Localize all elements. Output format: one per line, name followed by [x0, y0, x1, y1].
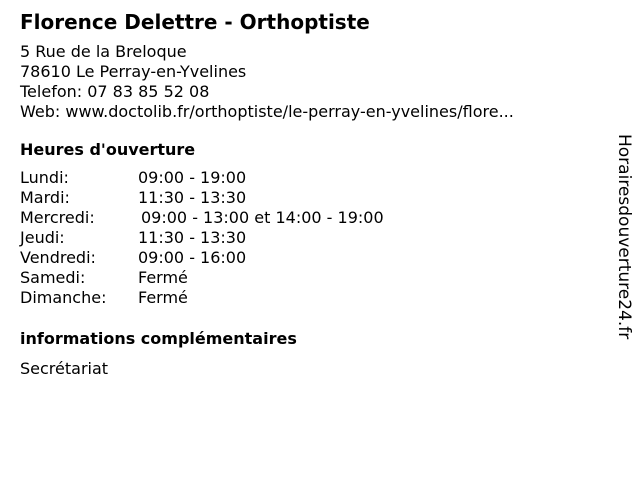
- day-hours: Fermé: [138, 288, 188, 307]
- day-hours: 09:00 - 19:00: [138, 168, 247, 187]
- address-block: [20, 42, 605, 122]
- street-address: 5 Rue de la Breloque: [20, 42, 187, 61]
- additional-info-text: Secrétariat: [20, 359, 109, 378]
- city-address: 78610 Le Perray-en-Yvelines: [20, 62, 247, 81]
- day-label: Vendredi:: [20, 248, 96, 267]
- page-title: Florence Delettre - Orthoptiste: [20, 10, 370, 34]
- day-hours: Fermé: [138, 268, 188, 287]
- additional-info: [20, 329, 605, 379]
- additional-info-heading: informations complémentaires: [20, 329, 297, 348]
- hours-row-sunday: [20, 288, 605, 308]
- day-label: Samedi:: [20, 268, 86, 287]
- day-label: Lundi:: [20, 168, 69, 187]
- site-watermark: Horairesdouverture24.fr: [614, 134, 634, 340]
- day-hours: 09:00 - 13:00 et 14:00 - 19:00: [141, 208, 384, 227]
- day-hours: 11:30 - 13:30: [138, 228, 247, 247]
- opening-hours-table: [20, 168, 605, 308]
- hours-row-tuesday: [20, 188, 605, 208]
- hours-row-friday: [20, 248, 605, 268]
- day-hours: 11:30 - 13:30: [138, 188, 247, 207]
- hours-row-thursday: [20, 228, 605, 248]
- day-label: Dimanche:: [20, 288, 107, 307]
- day-label: Mercredi:: [20, 208, 95, 227]
- day-hours: 09:00 - 16:00: [138, 248, 247, 267]
- day-label: Jeudi:: [20, 228, 65, 247]
- hours-row-saturday: [20, 268, 605, 288]
- opening-hours-heading: Heures d'ouverture: [20, 140, 196, 159]
- phone-number: Telefon: 07 83 85 52 08: [20, 82, 210, 101]
- listing-card: [20, 10, 605, 379]
- website-link[interactable]: Web: www.doctolib.fr/orthoptiste/le-perray-en-yvelines/flore...: [20, 102, 514, 121]
- hours-row-monday: [20, 168, 605, 188]
- hours-row-wednesday: [20, 208, 605, 228]
- day-label: Mardi:: [20, 188, 70, 207]
